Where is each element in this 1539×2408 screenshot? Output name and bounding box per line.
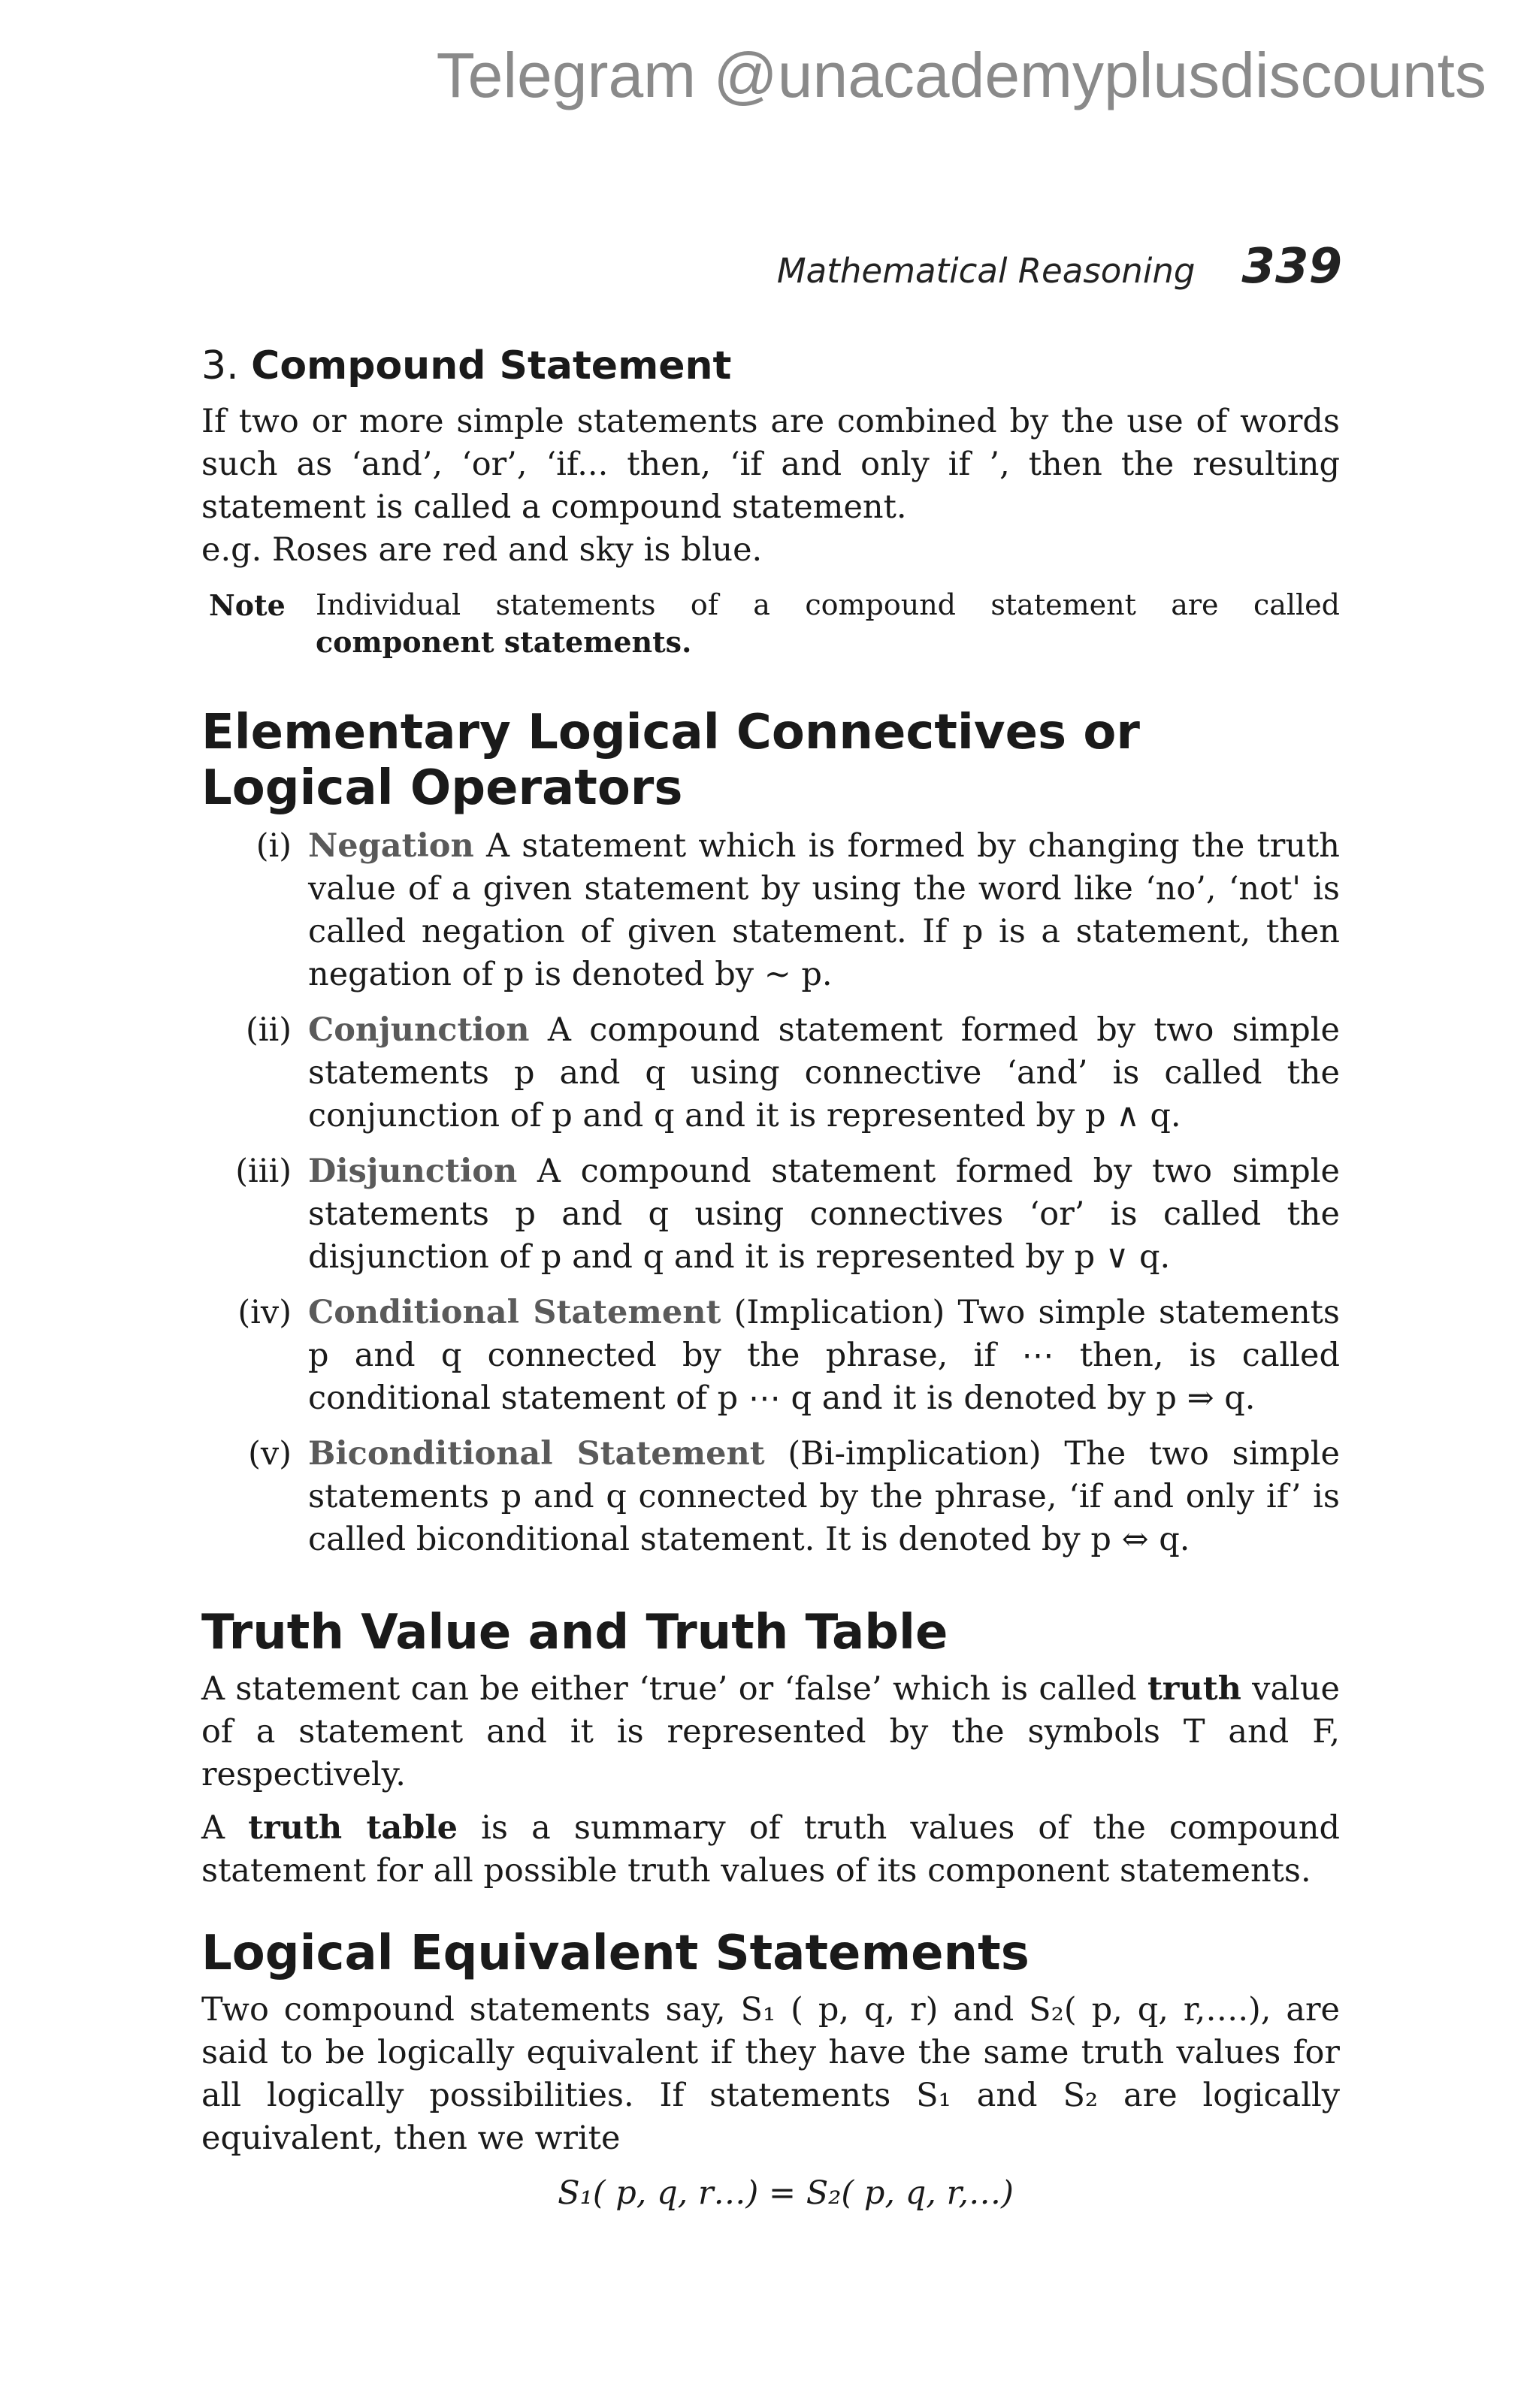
equivalent-paragraph: Two compound statements say, S₁ ( p, q, r) and S₂( p, q, r,….), are said to be logically equivalent if they have the same truth values for all logically possibilities. If statements S₁ and S₂ are logically equivalent, then we write: [201, 1991, 1340, 2157]
connectives-list: [201, 825, 1340, 1561]
term-negation: Negation: [308, 827, 474, 865]
truth-table-paragraph: A truth table is a summary of truth values of the compound statement for all possible truth values of its component statements.: [201, 1809, 1340, 1890]
item-number: (iii): [235, 1153, 292, 1190]
term-disjunction: Disjunction: [308, 1153, 518, 1190]
list-item: [201, 825, 1340, 996]
list-item: [201, 1150, 1340, 1279]
term-conditional: Conditional Statement: [308, 1294, 721, 1331]
connectives-heading: Elementary Logical Connectives or Logical Operators: [201, 705, 1140, 816]
term-biconditional: Biconditional Statement: [308, 1435, 765, 1473]
page-content: [201, 342, 1340, 2215]
list-item: [201, 1292, 1340, 1420]
list-item: [201, 1009, 1340, 1138]
item-text: A statement which is formed by changing the truth value of a given statement by using the word like ‘no’, ‘not' is called negation of given statement. If p is a statement, then negation of p is denoted by ~ p.: [308, 827, 1340, 993]
compound-example: e.g. Roses are red and sky is blue.: [201, 531, 763, 569]
item-text: (Implication) Two simple statements p and q connected by the phrase, if ⋯ then, is called conditional statement of p ⋯ q and it is denoted by p ⇒ q.: [308, 1294, 1340, 1417]
compound-statement-heading: [201, 342, 1340, 390]
watermark-text: Telegram @unacademyplusdiscounts: [436, 40, 1486, 110]
item-number: (ii): [245, 1011, 292, 1049]
chapter-title: Mathematical Reasoning: [776, 251, 1196, 291]
running-head: [777, 239, 1342, 295]
note-block: [209, 587, 1340, 661]
list-item: [201, 1433, 1340, 1561]
item-text: A compound statement formed by two simple statements p and q using connective ‘and’ is called the conjunction of p and q and it is represented by p ∧ q.: [308, 1011, 1340, 1135]
equivalent-heading: Logical Equivalent Statements: [201, 1926, 1030, 1981]
truth-table-heading: Truth Value and Truth Table: [201, 1605, 948, 1660]
item-number: (i): [255, 827, 292, 865]
note-text: Individual statements of a compound statement are called component statements.: [316, 588, 1340, 659]
note-emphasis: component statements.: [316, 625, 692, 659]
truth-value-paragraph: A statement can be either ‘true’ or ‘false’ which is called truth value of a statement and it is represented by the symbols T and F, respectively.: [201, 1670, 1340, 1793]
item-text: A compound statement formed by two simple statements p and q using connectives ‘or’ is called the disjunction of p and q and it is represented by p ∨ q.: [308, 1153, 1340, 1276]
section-title: Compound Statement: [251, 343, 732, 388]
term-conjunction: Conjunction: [308, 1011, 530, 1049]
truth-table-emphasis: truth table: [248, 1809, 458, 1847]
truth-emphasis: truth: [1147, 1670, 1241, 1708]
page-number: 339: [1241, 239, 1342, 295]
compound-definition: If two or more simple statements are combined by the use of words such as ‘and’, ‘or’, ‘if... then, ‘if and only if ’, then the resulting statement is called a compound statement.: [201, 403, 1340, 526]
item-text: (Bi-implication) The two simple statements p and q connected by the phrase, ‘if and only if’ is called biconditional statement. It is denoted by p ⇔ q.: [308, 1435, 1340, 1558]
note-label: Note: [209, 588, 286, 622]
section-number: 3.: [201, 343, 239, 388]
item-number: (v): [248, 1435, 292, 1473]
equivalence-formula: S₁( p, q, r…) = S₂( p, q, r,…): [558, 2174, 1014, 2212]
item-number: (iv): [237, 1294, 292, 1331]
